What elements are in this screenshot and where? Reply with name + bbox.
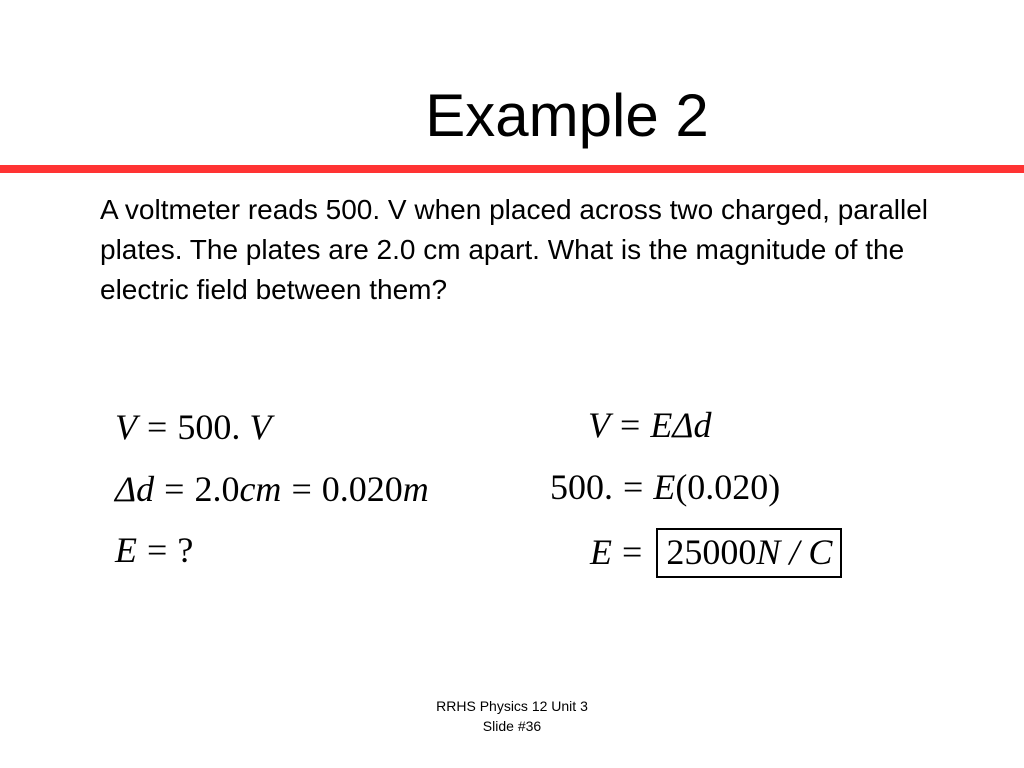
- voltage-unit: V: [249, 407, 272, 447]
- unknown-mark: ?: [177, 530, 194, 570]
- equals-sign: =: [620, 405, 641, 445]
- slide-footer: [0, 696, 1024, 736]
- equals-sign: =: [623, 467, 644, 507]
- distance-m-value: 0.020: [321, 469, 403, 509]
- voltage-value: 500.: [177, 407, 241, 447]
- distance-cm-unit: cm: [239, 469, 282, 509]
- slide-title: Example 2: [425, 82, 709, 149]
- equals-sign: =: [147, 530, 168, 570]
- given-distance: [115, 467, 429, 511]
- title-divider: [0, 165, 1024, 173]
- distance-value: (0.020): [675, 467, 781, 507]
- var-delta-d: Δd: [672, 405, 712, 445]
- footer-slide-number: Slide #36: [482, 718, 542, 734]
- equals-sign: =: [291, 469, 312, 509]
- substitution-line: [550, 465, 780, 509]
- distance-cm-value: 2.0: [194, 469, 240, 509]
- var-e: E: [653, 467, 676, 507]
- var-delta-d: Δd: [115, 469, 155, 509]
- formula-line: [588, 403, 711, 447]
- problem-statement: A voltmeter reads 500. V when placed across two charged, parallel plates. The plates are 2.0 cm apart. What is the magnitude of the electric field between them?: [100, 194, 929, 305]
- var-e: E: [590, 532, 612, 572]
- equals-sign: =: [622, 532, 643, 572]
- equals-sign: =: [147, 407, 168, 447]
- answer-value: 25000: [666, 532, 757, 572]
- var-e: E: [650, 405, 673, 445]
- var-e: E: [115, 530, 137, 570]
- given-field: [115, 528, 193, 572]
- given-voltage: [115, 405, 271, 449]
- equals-sign: =: [164, 469, 185, 509]
- answer-line: [590, 528, 842, 578]
- var-v: V: [588, 405, 610, 445]
- footer-course: RRHS Physics 12 Unit 3: [436, 698, 588, 714]
- voltage-value: 500.: [550, 467, 613, 507]
- answer-box: [656, 528, 842, 578]
- answer-unit: N / C: [756, 532, 833, 572]
- var-v: V: [115, 407, 137, 447]
- distance-m-unit: m: [402, 469, 429, 509]
